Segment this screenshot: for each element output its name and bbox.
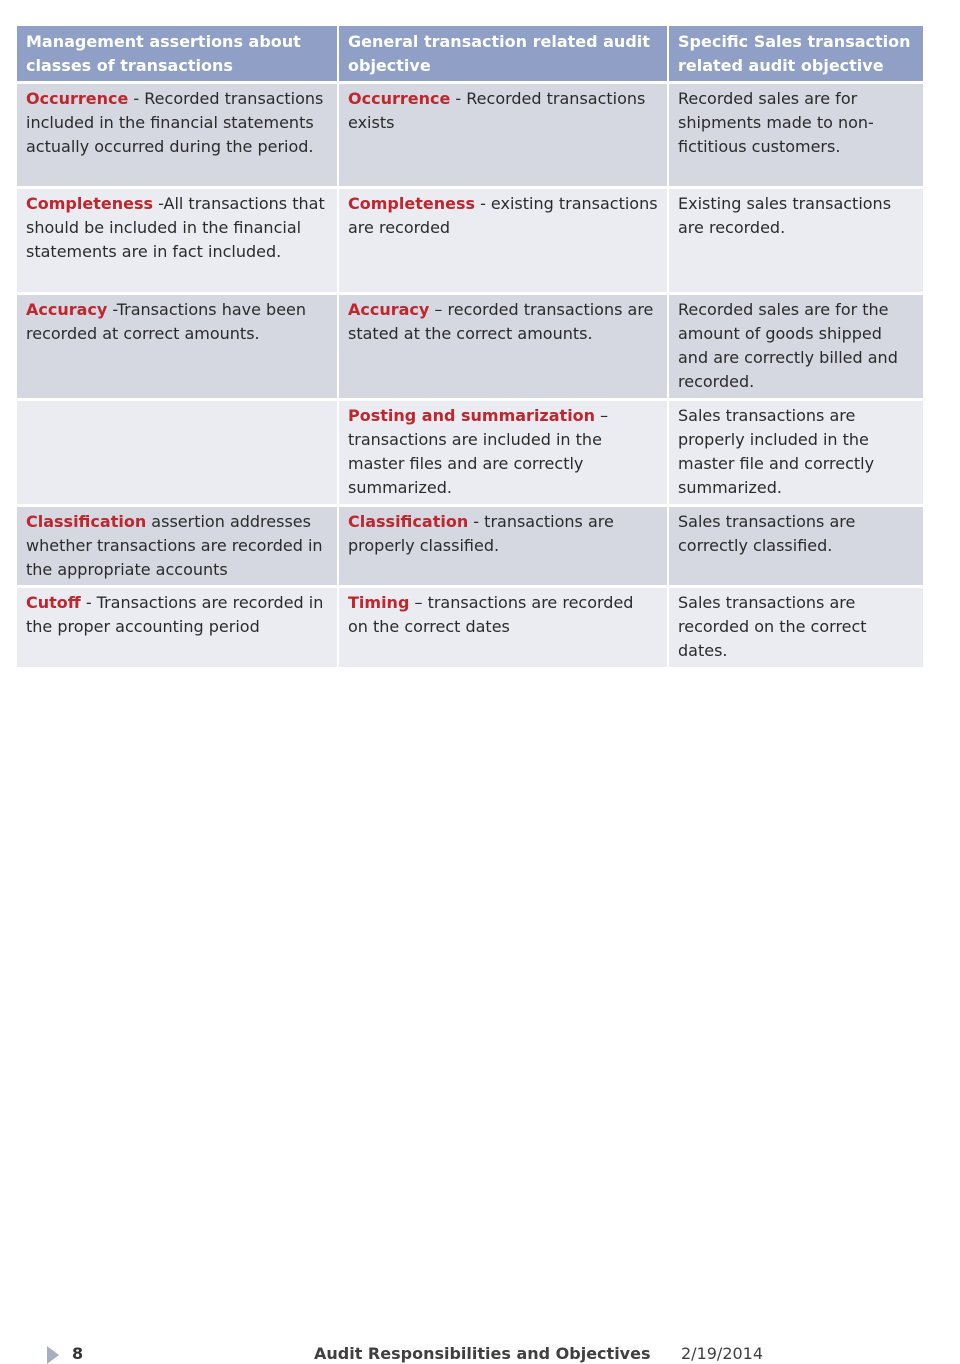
general-objective-cell (338, 506, 668, 587)
assertion-cell (17, 400, 338, 506)
sales-objective-cell: Recorded sales are for the amount of goods shipped and are correctly billed and recorded. (668, 294, 923, 400)
table-row-occurrence (17, 83, 923, 188)
objective-keyword: Accuracy (348, 300, 430, 319)
table-row-classification (17, 506, 923, 587)
sales-objective-cell: Sales transactions are recorded on the correct dates. (668, 587, 923, 669)
assertion-keyword: Accuracy (26, 300, 108, 319)
header-specific-sales-objective: Specific Sales transaction related audit objective (668, 26, 923, 83)
objective-text: – recorded transactions are stated at the correct amounts. (348, 300, 654, 343)
assertion-keyword: Cutoff (26, 593, 81, 612)
play-arrow-icon (47, 1346, 59, 1364)
sales-objective-cell: Sales transactions are properly included in the master file and correctly summarized. (668, 400, 923, 506)
assertion-text: - Recorded transactions included in the financial statements actually occurred during the period. (26, 89, 324, 156)
assertion-text: assertion addresses whether transactions are recorded in the appropriate accounts (26, 512, 323, 579)
general-objective-cell (338, 83, 668, 188)
table-row-posting-summarization (17, 400, 923, 506)
table-row-accuracy (17, 294, 923, 400)
slide-footer (0, 670, 960, 1363)
objective-keyword: Classification (348, 512, 469, 531)
objective-text: - existing transactions are recorded (348, 194, 658, 237)
objective-text: – transactions are recorded on the correct dates (348, 593, 634, 636)
assertion-cell (17, 506, 338, 587)
header-management-assertions: Management assertions about classes of transactions (17, 26, 338, 83)
sales-objective-cell: Recorded sales are for shipments made to non-fictitious customers. (668, 83, 923, 188)
assertion-text: - Transactions are recorded in the proper accounting period (26, 593, 324, 636)
page-number: 8 (72, 1344, 84, 1363)
objective-keyword: Timing (348, 593, 410, 612)
objective-keyword: Posting and summarization (348, 406, 596, 425)
objective-text: - transactions are properly classified. (348, 512, 614, 555)
table-header-row (17, 26, 923, 83)
assertion-text: -All transactions that should be included in the financial statements are in fact included. (26, 194, 325, 261)
objective-keyword: Completeness (348, 194, 475, 213)
assertion-keyword: Completeness (26, 194, 153, 213)
assertion-keyword: Classification (26, 512, 147, 531)
assertion-text: -Transactions have been recorded at correct amounts. (26, 300, 307, 343)
footer-date: 2/19/2014 (681, 1344, 764, 1363)
objective-text: – transactions are included in the master files and are correctly summarized. (348, 406, 609, 497)
assertion-cell (17, 188, 338, 294)
table-row-cutoff-timing (17, 587, 923, 669)
table-row-completeness (17, 188, 923, 294)
sales-objective-cell: Sales transactions are correctly classified. (668, 506, 923, 587)
objective-keyword: Occurrence (348, 89, 451, 108)
audit-objectives-table (17, 26, 923, 670)
header-general-objective: General transaction related audit objective (338, 26, 668, 83)
general-objective-cell (338, 294, 668, 400)
general-objective-cell (338, 400, 668, 506)
assertion-keyword: Occurrence (26, 89, 129, 108)
general-objective-cell (338, 587, 668, 669)
footer-title: Audit Responsibilities and Objectives (314, 1344, 651, 1363)
objective-text: - Recorded transactions exists (348, 89, 646, 132)
sales-objective-cell: Existing sales transactions are recorded. (668, 188, 923, 294)
assertion-cell (17, 294, 338, 400)
assertion-cell (17, 83, 338, 188)
assertion-cell (17, 587, 338, 669)
general-objective-cell (338, 188, 668, 294)
